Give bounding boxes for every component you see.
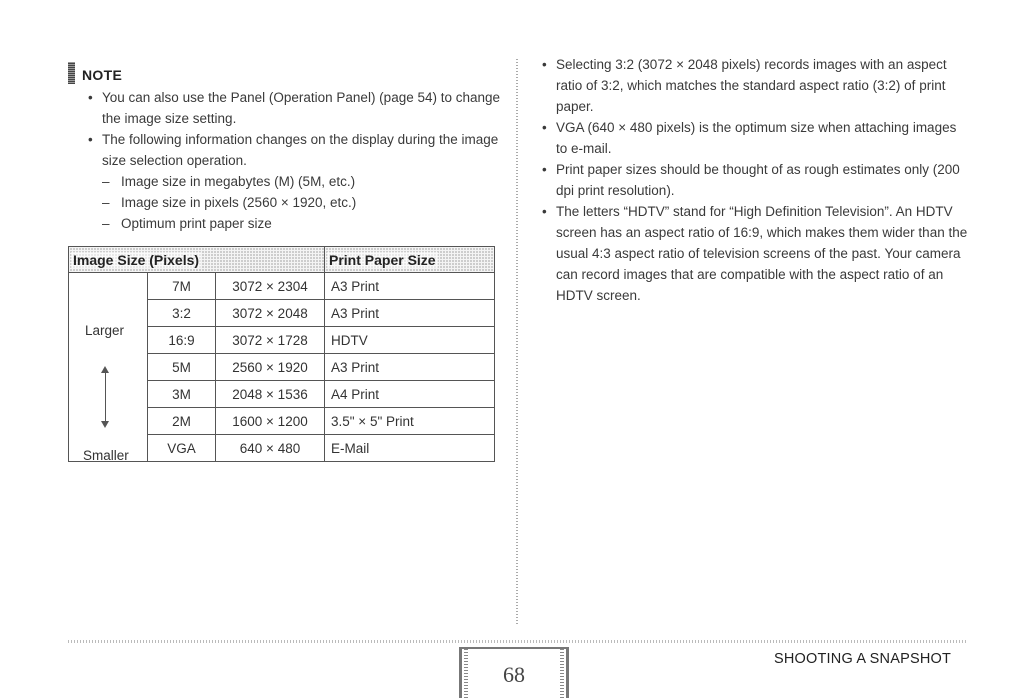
info-bullet: • Selecting 3:2 (3072 × 2048 pixels) records images with an aspect ratio of 3:2, which matches the standard aspect ratio (3:2) of print paper. [542, 54, 970, 117]
cell-pixels: 640 × 480 [216, 435, 325, 462]
cell-pixels: 3072 × 2304 [216, 273, 325, 300]
cell-pixels: 2048 × 1536 [216, 381, 325, 408]
info-bullet: • The letters “HDTV” stand for “High Definition Television”. An HDTV screen has an aspect ratio of 16:9, which makes them wider than the usual 4:3 aspect ratio of television screens of the past. Your camera can record images that are compatible with the aspect ratio of an HDTV screen. [542, 201, 970, 306]
arrow-line [105, 372, 106, 422]
cell-paper: A4 Print [325, 381, 495, 408]
larger-label: Larger [85, 323, 125, 338]
note-list [88, 87, 508, 234]
cell-pixels: 3072 × 2048 [216, 300, 325, 327]
column-divider [516, 58, 518, 624]
info-list [542, 54, 970, 306]
cell-pixels: 3072 × 1728 [216, 327, 325, 354]
table-row [69, 273, 495, 300]
note-sub-item: – Optimum print paper size [88, 213, 508, 234]
note-sub-item: – Image size in pixels (2560 × 1920, etc.) [88, 192, 508, 213]
page-number-box [459, 647, 569, 698]
header-print-paper-size: Print Paper Size [325, 247, 495, 273]
header-image-size: Image Size (Pixels) [69, 247, 325, 273]
cell-size: 16:9 [148, 327, 216, 354]
table-header-row [69, 247, 495, 273]
note-bullet: • The following information changes on the display during the image size selection operation. [88, 129, 508, 171]
cell-size: 7M [148, 273, 216, 300]
cell-paper: A3 Print [325, 354, 495, 381]
section-title: SHOOTING A SNAPSHOT [774, 651, 952, 667]
cell-size: 2M [148, 408, 216, 435]
page-number: 68 [503, 662, 525, 687]
cell-paper: A3 Print [325, 273, 495, 300]
smaller-label: Smaller [83, 448, 129, 463]
cell-size: 3M [148, 381, 216, 408]
footer-rule [68, 640, 966, 643]
size-scale [69, 273, 148, 462]
cell-pixels: 1600 × 1200 [216, 408, 325, 435]
info-bullet: • VGA (640 × 480 pixels) is the optimum size when attaching images to e-mail. [542, 117, 970, 159]
cell-paper: 3.5" × 5" Print [325, 408, 495, 435]
cell-size: 3:2 [148, 300, 216, 327]
cell-paper: A3 Print [325, 300, 495, 327]
cell-paper: HDTV [325, 327, 495, 354]
note-bullet: • You can also use the Panel (Operation Panel) (page 54) to change the image size setting. [88, 87, 508, 129]
note-title: NOTE [82, 67, 123, 83]
note-sub-item: – Image size in megabytes (M) (5M, etc.) [88, 171, 508, 192]
cell-size: VGA [148, 435, 216, 462]
info-bullet: • Print paper sizes should be thought of as rough estimates only (200 dpi print resolution). [542, 159, 970, 201]
arrow-down-icon [101, 421, 109, 428]
note-marker [68, 62, 75, 84]
cell-pixels: 2560 × 1920 [216, 354, 325, 381]
image-size-table [68, 246, 495, 462]
cell-size: 5M [148, 354, 216, 381]
cell-paper: E-Mail [325, 435, 495, 462]
